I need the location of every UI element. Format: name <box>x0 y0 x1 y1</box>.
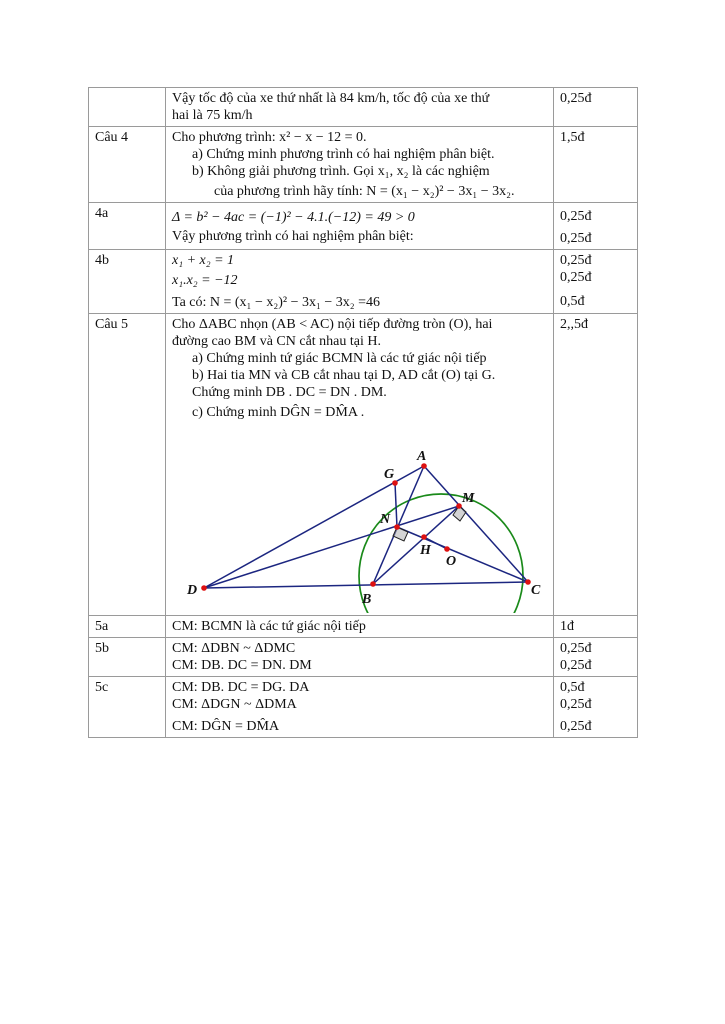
label-G: G <box>384 467 395 482</box>
point-A <box>421 463 427 469</box>
row-score: 0,25đ <box>554 88 638 127</box>
label-O: O <box>446 554 457 569</box>
label-H: H <box>420 543 431 558</box>
answer-table <box>88 87 638 738</box>
row-content: CM: ΔDBN ~ ΔDMC CM: DB. DC = DN. DM <box>166 638 554 677</box>
segment-GN <box>395 483 397 527</box>
row-score: 2,,5đ <box>554 314 638 616</box>
point-C <box>525 579 531 585</box>
segment-CN <box>397 527 528 582</box>
row-score: 1đ <box>554 616 638 638</box>
table-row <box>89 677 638 738</box>
row-content: CM: DB. DC = DG. DA CM: ΔDGN ~ ΔDMA CM: DĜN = DM̂A <box>166 677 554 738</box>
label-A: A <box>417 449 427 464</box>
row-score: 0,25đ 0,25đ <box>554 638 638 677</box>
label-D: D <box>187 583 198 598</box>
table-row <box>89 127 638 203</box>
label-M: M <box>462 491 475 506</box>
row-content: Cho phương trình: x² − x − 12 = 0. a) Chứng minh phương trình có hai nghiệm phân biệt. b) Không giải phương trình. Gọi x₁, x₂ là các nghiệm của phương trình hãy tính: N = (x₁ − x₂)² − 3x₁ − 3x₂. <box>166 127 554 203</box>
row-score: 1,5đ <box>554 127 638 203</box>
segment-DC <box>204 582 528 588</box>
point-B <box>370 581 376 587</box>
row-label: Câu 5 <box>89 314 166 616</box>
table-row <box>89 314 638 616</box>
point-O <box>444 546 450 552</box>
point-D <box>201 585 207 591</box>
label-N: N <box>380 512 391 527</box>
row-label: Câu 4 <box>89 127 166 203</box>
point-M <box>456 503 462 509</box>
row-content: x₁ + x₂ = 1 x₁.x₂ = −12 Ta có: N = (x₁ − x₂)² − 3x₁ − 3x₂ =46 <box>166 250 554 314</box>
table-row <box>89 88 638 127</box>
label-C: C <box>531 583 541 598</box>
row-score: 0,25đ 0,25đ <box>554 203 638 250</box>
row-label: 5c <box>89 677 166 738</box>
row-label: 5b <box>89 638 166 677</box>
row-label <box>89 88 166 127</box>
point-H <box>421 534 427 540</box>
table-row <box>89 203 638 250</box>
row-score: 0,25đ 0,25đ 0,5đ <box>554 250 638 314</box>
table-row <box>89 616 638 638</box>
row-label: 4a <box>89 203 166 250</box>
label-B: B <box>362 592 372 607</box>
row-label: 5a <box>89 616 166 638</box>
row-label: 4b <box>89 250 166 314</box>
row-content: Vậy tốc độ của xe thứ nhất là 84 km/h, tốc độ của xe thứ hai là 75 km/h <box>166 88 554 127</box>
table-row <box>89 250 638 314</box>
table-row <box>89 638 638 677</box>
row-content: Cho ΔABC nhọn (AB < AC) nội tiếp đường tròn (O), hai đường cao BM và CN cắt nhau tại H. a) Chứng minh tứ giác BCMN là các tứ giác nội tiếp b) Hai tia MN và CB cắt nhau tại D, AD cắt (O) tại G. Chứng minh DB . DC = DN . DM. c) Chứng minh DĜN = DM̂A . A G M N H O D B C <box>166 314 554 616</box>
row-content: Δ = b² − 4ac = (−1)² − 4.1.(−12) = 49 > 0 Vậy phương trình có hai nghiệm phân biệt: <box>166 203 554 250</box>
point-N <box>394 524 400 530</box>
row-score: 0,5đ 0,25đ 0,25đ <box>554 677 638 738</box>
segment-DA <box>204 466 424 588</box>
row-content: CM: BCMN là các tứ giác nội tiếp <box>166 616 554 638</box>
geometry-figure <box>172 423 548 613</box>
